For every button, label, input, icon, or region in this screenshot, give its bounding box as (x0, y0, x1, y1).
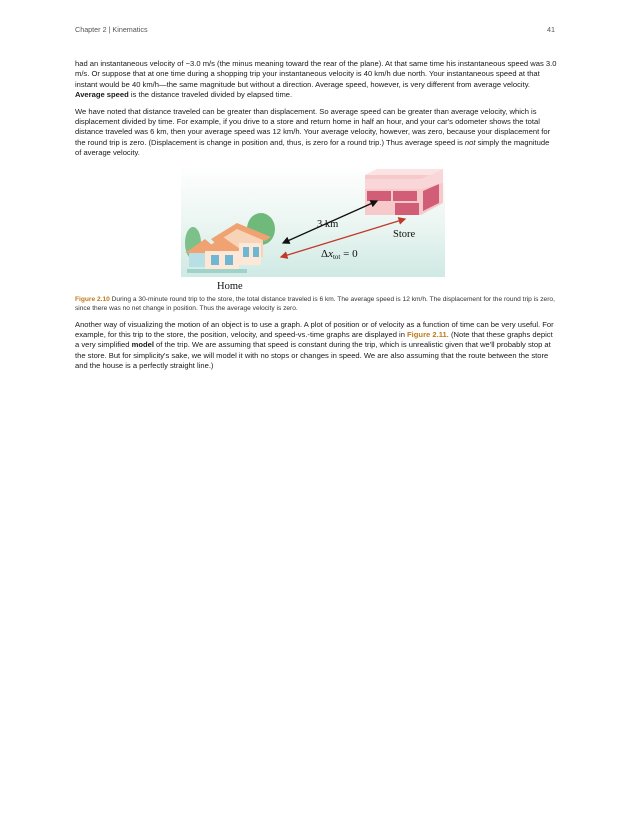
caption-text: During a 30-minute round trip to the store, the total distance traveled is 6 km. The average speed is 12 km/h. The displacement for the round trip is zero, since there was no net change in position. Thus the average velocity is zero. (75, 295, 555, 312)
para1-text-a: had an instantaneous velocity of −3.0 m/s (the minus meaning toward the rear of the plane). At that same time his instantaneous speed was 3.0 m/s. Or suppose that at one time during a shopping trip your instantaneous velocity is 40 km/h due north. Your instantaneous speed at that instant would be 40 km/h—the same magnitude but without a direction. Average speed, however, is very different from average velocity. (75, 59, 557, 89)
para2-text-a: We have noted that distance traveled can be greater than displacement. So average speed can be greater than average velocity, which is displacement divided by time. For example, if you drive to a store and return home in half an hour, and your car's odometer shows the total distance traveled was 6 km, then your average speed was 12 km/h. Your average velocity, however, was zero, because your displacement for the round trip is zero. (Displacement is change in position and, thus, is zero for a round trip.) Thus average speed is (75, 106, 551, 147)
para3-text-b: . (Note that these graphs depict a very simplified (75, 330, 553, 350)
store-label: Store (393, 228, 416, 240)
para1-text-b: is the distance traveled divided by elapsed time. (128, 90, 293, 100)
para2-text-b: simply the magnitude of average velocity. (75, 137, 550, 158)
term-average-speed: Average speed (75, 90, 129, 100)
figure-2-11-link[interactable]: Figure 2.11 (407, 330, 447, 340)
trip-illustration (181, 165, 445, 293)
tot-subscript: tot (332, 252, 341, 261)
para3-text-a: Another way of visualizing the motion of an object is to use a graph. A plot of position or of velocity as a function of time can be very useful. For example, for this trip to the store, the position, velocity, and speed-vs.-time graphs are displayed in (75, 319, 554, 340)
emphasis-not: not (464, 137, 476, 147)
figure-caption (75, 295, 557, 313)
paragraph-1 (75, 59, 557, 101)
term-model: model (131, 340, 154, 350)
figure-number: Figure 2.10 (75, 295, 110, 303)
delta-x-total-label (321, 248, 358, 261)
page-body (75, 59, 557, 378)
para3-text-c: of the trip. We are assuming that speed is constant during the trip, which is unrealistic given that we'll probably stop at the store. But for simplicity's sake, we will model it with no stops or changes in speed. We are also assuming that the route between the store and the house is a perfectly straight line.) (75, 340, 551, 371)
store-building (365, 169, 443, 215)
page-number: 41 (547, 25, 555, 34)
home-label: Home (217, 280, 243, 292)
equals-zero: = 0 (340, 247, 358, 260)
paragraph-2 (75, 107, 557, 159)
x-symbol: x (328, 247, 333, 260)
figure-2-10 (75, 165, 557, 293)
chapter-title: Chapter 2 | Kinematics (75, 25, 148, 34)
distance-label: 3 km (317, 218, 339, 230)
delta-symbol: Δ (321, 247, 329, 260)
paragraph-3 (75, 320, 557, 372)
page-header (75, 25, 555, 37)
